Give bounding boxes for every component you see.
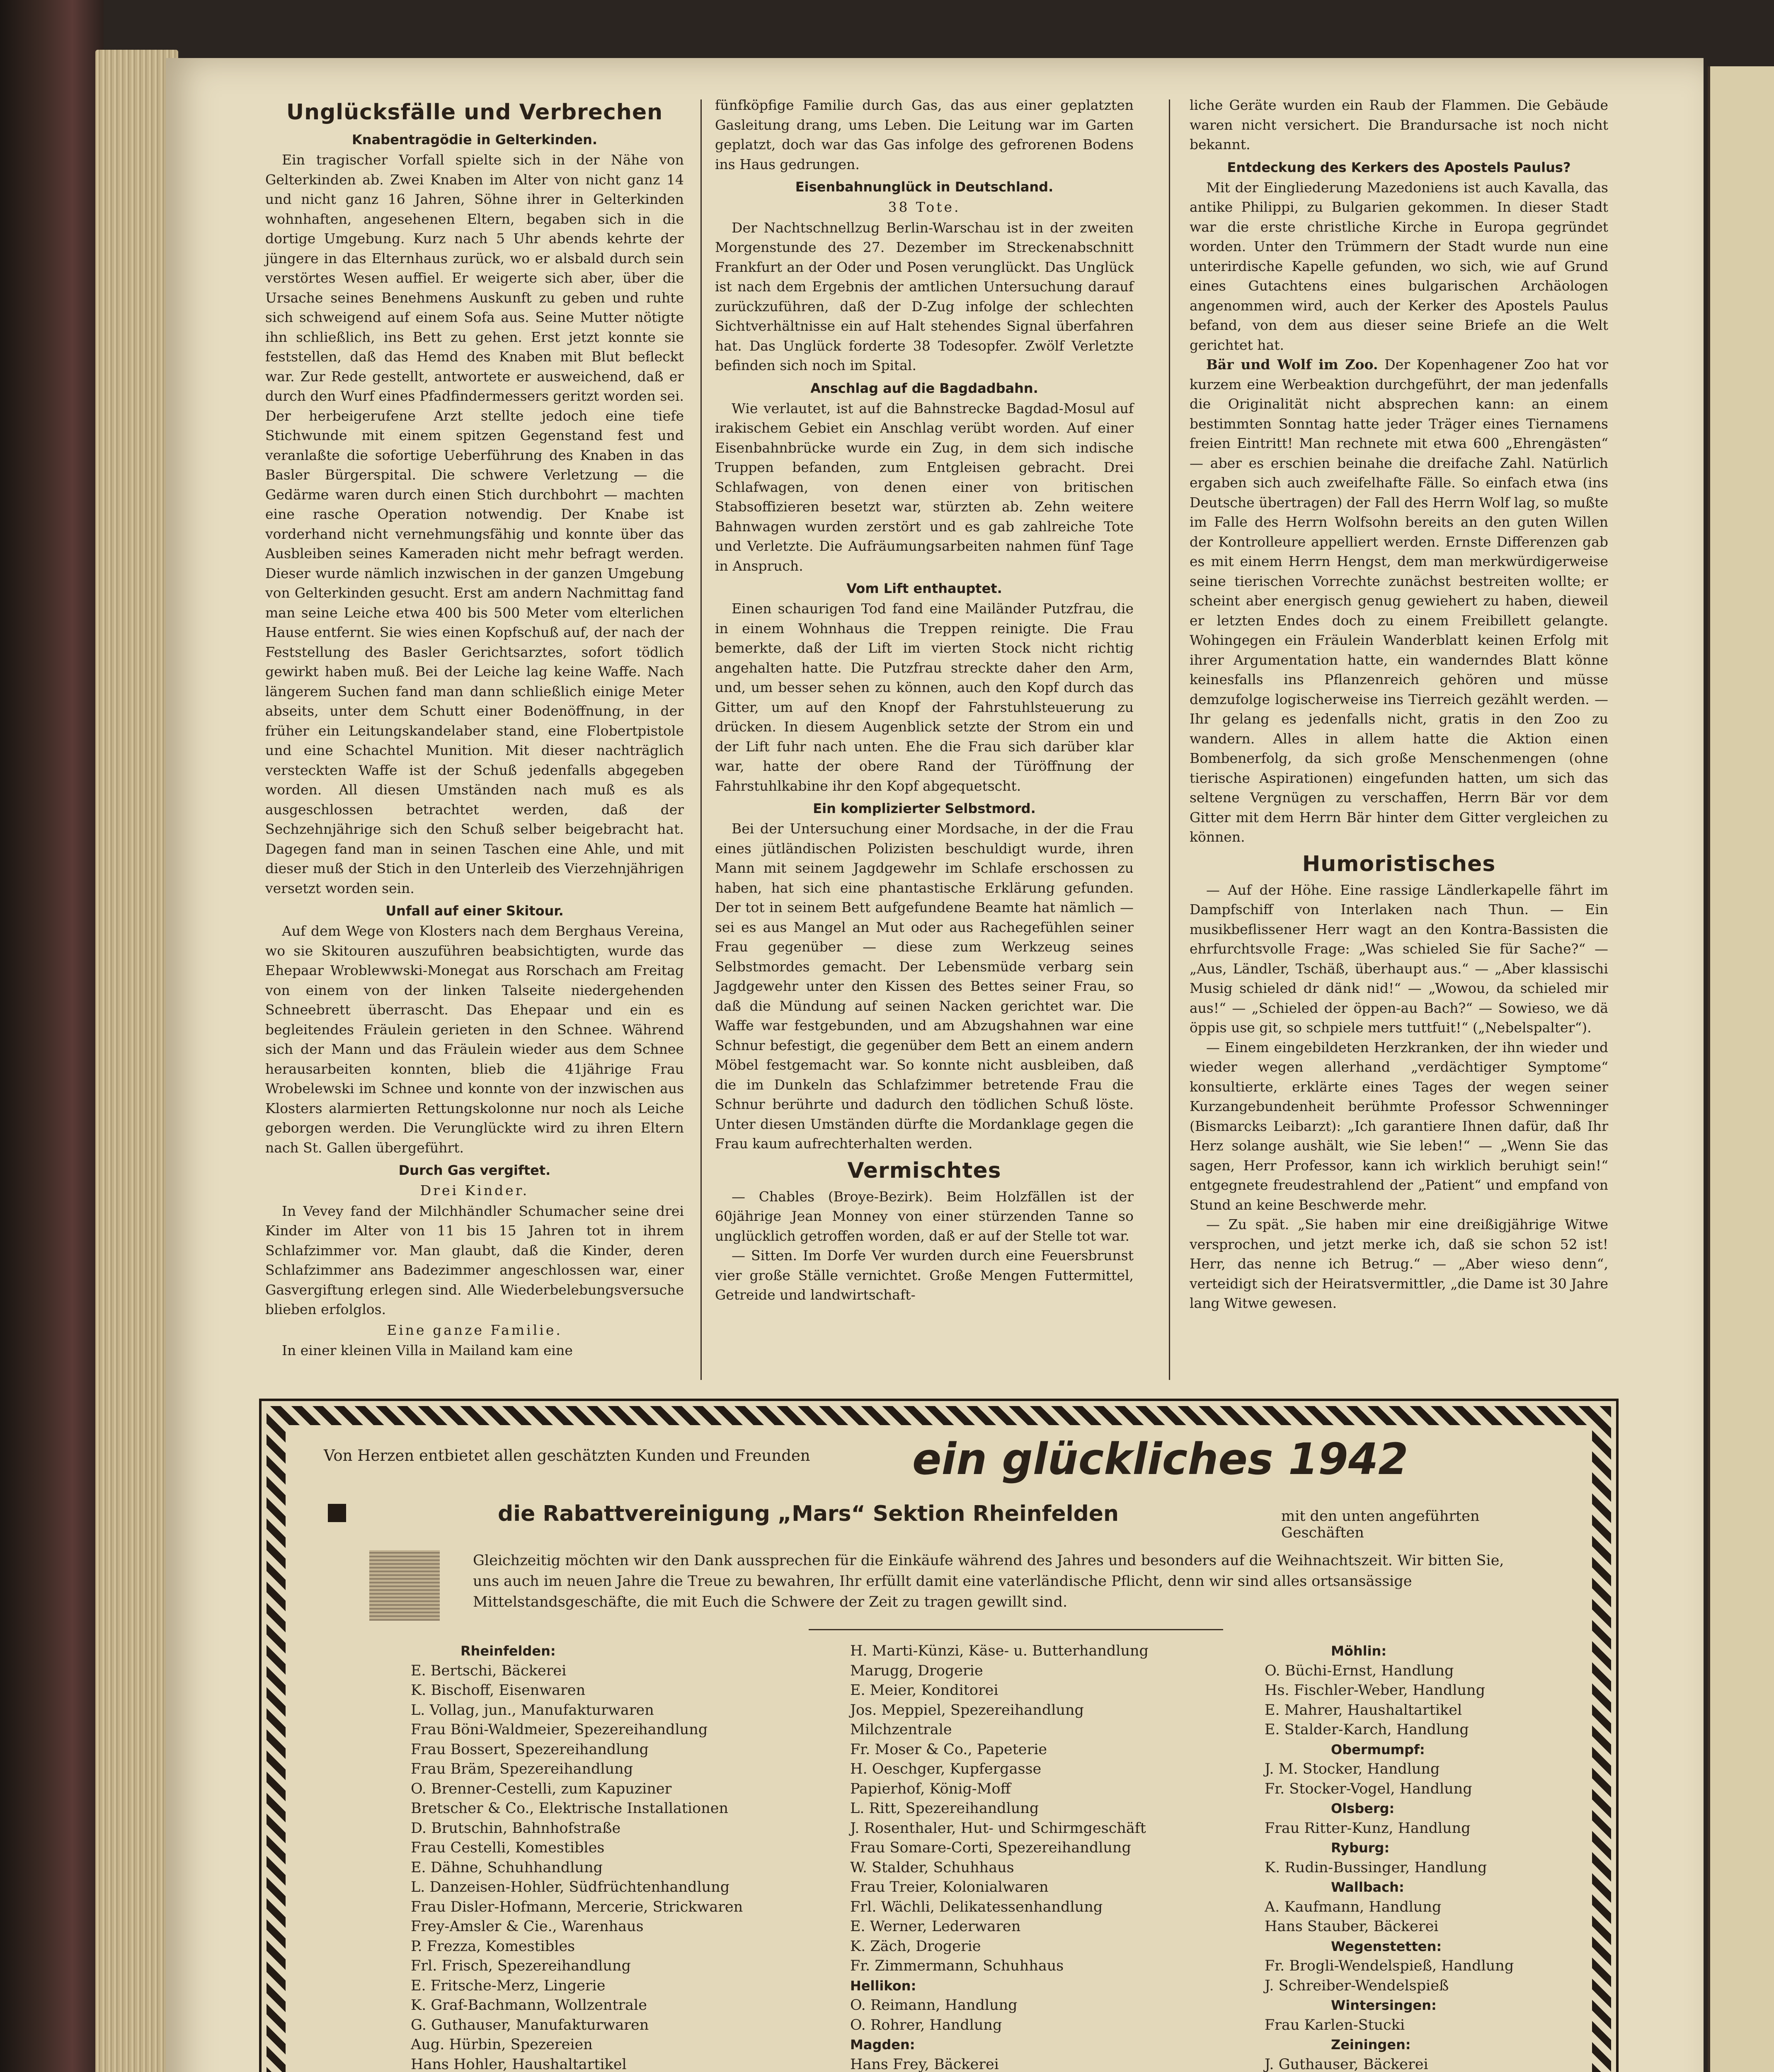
column-rule: [1169, 99, 1170, 1380]
shop-entry: K. Bischoff, Eisenwaren: [411, 1682, 586, 1699]
shop-entry: Frau Treier, Kolonialwaren: [850, 1879, 1049, 1895]
shop-entry: Frau Bossert, Spezereihandlung: [411, 1741, 649, 1758]
column-2: [715, 95, 1134, 1305]
shop-entry: W. Stalder, Schuhhaus: [850, 1859, 1014, 1876]
square-bullet-icon: [328, 1504, 346, 1522]
article-text: — Einem eingebildeten Herzkranken, der ihn wieder und wieder wegen allerhand „verdächtiger Symptome“ konsultierte, erklärte eines Tages der wegen seiner Kurzangebundenheit berühmte Professor Schwenninger (Bismarcks Leibarzt): „Ich garantiere Ihnen dafür, daß Ihr Herz solange aushält, wie Sie leben!“ — „Wenn Sie das sagen, Herr Professor, kann ich wirklich beruhigt sein!“ entgegnete freudestrahlend der „Patient“ und empfand von Stund an keine Beschwerde mehr.: [1190, 1039, 1608, 1213]
faded-logo-icon: [369, 1550, 440, 1621]
shop-entry: Frl. Wächli, Delikatessenhandlung: [850, 1898, 1103, 1915]
article-text: Auf dem Wege von Klosters nach dem Berghaus Vereina, wo sie Skitouren auszuführen beabsichtigten, wurde das Ehepaar Wroblewwski-Monegat aus Rorschach am Freitag von einem von der linken Talseite niedergehenden Schneebrett überrascht. Das Ehepaar und ein es begleitendes Fräulein gerieten in den Schnee. Während sich der Mann und das Fräulein wieder aus dem Schnee herausarbeiten konnten, blieb die 41jährige Frau Wrobelewski im Schnee und konnte von der inzwischen aus Klosters alarmierten Rettungskolonne nur noch als Leiche geborgen werden. Die Verunglückte wird zu ihren Eltern nach St. Gallen übergeführt.: [265, 923, 684, 1156]
ad-organization: die Rabattvereinigung „Mars“ Sektion Rheinfelden: [498, 1501, 1119, 1526]
shop-entry: Fr. Zimmermann, Schuhhaus: [850, 1958, 1064, 1974]
shop-entry: Frau Disler-Hofmann, Mercerie, Strickwaren: [411, 1898, 743, 1915]
shop-entry: L. Vollag, jun., Manufakturwaren: [411, 1702, 654, 1719]
headline: Knabentragödie in Gelterkinden.: [351, 132, 598, 148]
shop-entry: Frl. Frisch, Spezereihandlung: [411, 1958, 631, 1974]
shop-entry: H. Marti-Künzi, Käse- u. Butterhandlung: [850, 1643, 1149, 1659]
article-text: — Sitten. Im Dorfe Ver wurden durch eine Feuersbrunst vier große Ställe vernichtet. Große Mengen Futtermittel, Getreide und landwirtschaft-: [715, 1247, 1134, 1303]
headline: Vom Lift enthauptet.: [846, 581, 1002, 596]
article-text: In einer kleinen Villa in Mailand kam eine: [282, 1342, 573, 1358]
article-text: Der Nachtschnellzug Berlin-Warschau ist in der zweiten Morgenstunde des 27. Dezember im Streckenabschnitt Frankfurt an der Oder und Posen verunglückt. Das Unglück ist nach dem Ergebnis der amtlichen Untersuchung darauf zurückzuführen, daß der D-Zug infolge der schlechten Sichtverhältnisse ein auf Halt stehendes Signal überfahren hat. Das Unglück forderte 38 Todesopfer. Zwölf Verletzte befinden sich noch im Spital.: [715, 219, 1134, 373]
shop-entry: G. Guthauser, Manufakturwaren: [411, 2016, 649, 2033]
place-heading: Olsberg:: [1331, 1801, 1395, 1816]
headline: Eisenbahnunglück in Deutschland.: [795, 179, 1054, 195]
shop-entry: A. Kaufmann, Handlung: [1265, 1898, 1442, 1915]
place-heading: Wintersingen:: [1331, 1997, 1437, 2013]
shop-entry: O. Brenner-Cestelli, zum Kapuziner: [411, 1780, 672, 1797]
shop-list: [850, 1641, 1265, 2072]
advertisement: [259, 1399, 1619, 2072]
section-title: Unglücksfälle und Verbrechen: [286, 100, 663, 125]
article-text-body: Der Kopenhagener Zoo hat vor kurzem eine Werbeaktion durchgeführt, der man jedenfalls die Originalität nicht absprechen kann: an einem bestimmten Sonntag hatte jeder Träger eines Tiernamens freien Eintritt! Man rechnete mit etwa 600 „Ehrengästen“ — aber es erschien beinahe die dreifache Zahl. Natürlich ergaben sich auch zweifelhafte Fälle. So einfach etwa (ins Deutsche übertragen) der Fall des Herrn Wolf lag, so mußte im Falle des Herrn Wolfsohn bereits an den guten Willen der Kontrolleure appelliert werden. Ernste Differenzen gab es mit einem Herrn Hengst, dem man merkwürdigerweise seine tierischen Vorrechte zunächst bestreiten wollte; er scheint aber energisch genug gewiehert zu haben, dieweil er letzten Endes doch zu einem Freibillett gelangte. Wohingegen ein Fräulein Wanderblatt keinen Erfolg mit ihrer Argumentation hatte, ein wanderndes Blatt könne keinesfalls ins Pflanzenreich gehören und müsse demzufolge logischerweise ins Tierreich gezählt werden. — Ihr gelang es jedenfalls nicht, gratis in den Zoo zu wandern. Alles in allem hatte die Aktion einen Bombenerfolg, da sich große Menschenmengen (ohne tierische Aspirationen) eingefunden hatten, um sich das seltene Vergnügen zu verschaffen, Herrn Bär vor dem Gitter mit dem Herrn Bär hinter dem Gitter vergleichen zu können.: [1190, 356, 1609, 845]
shop-entry: H. Oeschger, Kupfergasse: [850, 1761, 1042, 1777]
place-heading: Obermumpf:: [1331, 1741, 1425, 1757]
shop-entry: J. Guthauser, Bäckerei: [1265, 2056, 1428, 2072]
shop-entry: Frau Cestelli, Komestibles: [411, 1840, 605, 1856]
place-heading: Ryburg:: [1331, 1840, 1390, 1856]
article-text: — Chables (Broye-Bezirk). Beim Holzfällen ist der 60jährige Jean Monney von einer stürzenden Tanne so unglücklich getroffen worden, daß er auf der Stelle tot war.: [715, 1188, 1134, 1244]
shop-entry: Aug. Hürbin, Spezereien: [411, 2036, 593, 2053]
shop-entry: Fr. Moser & Co., Papeterie: [850, 1741, 1047, 1758]
ad-greeting: Von Herzen entbietet allen geschätzten Kunden und Freunden: [324, 1447, 810, 1464]
shop-entry: Bretscher & Co., Elektrische Installationen: [411, 1800, 729, 1817]
shop-entry: P. Frezza, Komestibles: [411, 1938, 575, 1955]
shop-entry: Papierhof, König-Moff: [850, 1780, 1011, 1797]
shop-entry: D. Brutschin, Bahnhofstraße: [411, 1820, 621, 1837]
shop-entry: L. Danzeisen-Hohler, Südfrüchtenhandlung: [411, 1879, 730, 1895]
section-title: Humoristisches: [1302, 851, 1496, 876]
place-heading: Zeiningen:: [1331, 2037, 1411, 2053]
article-text: — Auf der Höhe. Eine rassige Ländlerkapelle fährt im Dampfschiff von Interlaken nach Thun. — Ein musikbeflissener Herr wagt an den Kontra-Bassisten die ehrfurchtsvolle Frage: „Was schieled Sie für Sache?“ — „Aus, Ländler, Tschäß, überhaupt aus.“ — „Aber klassischi Musig schieled dr dänk nid!“ — „Wowou, da schieled mir aus!“ — „Schieled der öppen-au Bach?“ — Sowieso, we dä öppis use git, so schpiele mers tuttfuit!“ („Nebelspalter“).: [1190, 881, 1608, 1036]
shop-entry: O. Reimann, Handlung: [850, 1997, 1018, 2014]
shop-entry: E. Stalder-Karch, Handlung: [1265, 1721, 1469, 1738]
headline: Unfall auf einer Skitour.: [385, 903, 564, 919]
shop-entry: O. Büchi-Ernst, Handlung: [1265, 1662, 1454, 1679]
article-text: fünfköpfige Familie durch Gas, das aus einer geplatzten Gasleitung drang, ums Leben. Die Leitung war im Garten geplatzt, doch war das Gas infolge des gefrorenen Bodens ins Haus gedrungen.: [715, 97, 1134, 172]
column-rule: [700, 99, 702, 1380]
place-heading: Rheinfelden:: [460, 1643, 556, 1659]
shop-entry: Hans Stauber, Bäckerei: [1265, 1918, 1439, 1935]
headline: Ein komplizierter Selbstmord.: [813, 801, 1036, 816]
article-text: In Vevey fand der Milchhändler Schumacher seine drei Kinder im Alter von 11 bis 15 Jahren tot in ihrem Schlafzimmer vor. Man glaubt, daß die Kinder, deren Schlafzimmer ans Badezimmer angeschlossen war, einer Gasvergiftung erlegen sind. Alle Wiederbelebungsversuche blieben erfolglos.: [265, 1203, 684, 1317]
shop-entry: E. Bertschi, Bäckerei: [411, 1662, 567, 1679]
shop-entry: E. Dähne, Schuhhandlung: [411, 1859, 603, 1876]
shop-entry: Frey-Amsler & Cie., Warenhaus: [411, 1918, 644, 1935]
headline: Entdeckung des Kerkers des Apostels Paulus?: [1227, 159, 1571, 175]
shop-entry: Frau Karlen-Stucki: [1265, 2016, 1405, 2033]
shop-entry: J. Schreiber-Wendelspieß: [1265, 1977, 1449, 1994]
shop-entry: E. Fritsche-Merz, Lingerie: [411, 1977, 606, 1994]
shop-entry: Milchzentrale: [850, 1721, 952, 1738]
article-text: Wie verlautet, ist auf die Bahnstrecke Bagdad-Mosul auf irakischem Gebiet ein Anschlag verübt worden. Auf einer Eisenbahnbrücke wurde ein Zug, in dem sich indische Truppen befanden, zum Entgleisen gebracht. Drei Schlafwagen, von denen einer von britischen Stabsoffizieren besetzt war, stürzten ab. Zehn weitere Bahnwagen wurden zerstört und es gab zahlreiche Tote und Verletzte. Die Aufräumungsarbeiten nahmen fünf Tage in Anspruch.: [715, 400, 1134, 574]
shop-entry: Frau Ritter-Kunz, Handlung: [1265, 1820, 1471, 1837]
shop-entry: Hans Frey, Bäckerei: [850, 2056, 999, 2072]
headline: Anschlag auf die Bagdadbahn.: [810, 380, 1038, 396]
shop-entry: Jos. Meppiel, Spezereihandlung: [850, 1702, 1084, 1719]
shop-entry: Frau Bräm, Spezereihandlung: [411, 1761, 633, 1777]
article-text: Bei der Untersuchung einer Mordsache, in der die Frau eines jütländischen Polizisten beschuldigt wurde, ihren Mann mit seinem Jagdgewehr im Schlafe erschossen zu haben, hat sich eine phantastische Erklärung gefunden. Der tot in seinem Bett aufgefundene Beamte hat nämlich — sei es aus Mangel an Mut oder aus Rachegefühlen seiner Frau gegenüber — diese zum Werkzeug seines Selbstmordes gemacht. Der Lebensmüde verbarg sein Jagdgewehr unter den Kissen des Bettes seiner Frau, so daß die Mündung auf seinen Nacken gerichtet war. Die Waffe war festgebunden, und am Abzugshahnen war eine Schnur befestigt, die gegenüber dem Bett an einem andern Möbel festgemacht war. So konnte nicht ausbleiben, daß die im Dunkeln das Schlafzimmer betretende Frau die Schnur berührte und dadurch den tödlichen Schuß löste. Unter diesen Umständen dürfte die Mordanklage gegen die Frau kaum aufrechterhalten werden.: [715, 821, 1134, 1152]
shop-entry: O. Rohrer, Handlung: [850, 2016, 1002, 2033]
headline: Durch Gas vergiftet.: [398, 1162, 551, 1178]
article-text: Mit der Eingliederung Mazedoniens ist auch Kavalla, das antike Philippi, zu Bulgarien gekommen. In dieser Stadt war die erste christliche Kirche in Europa gegründet worden. Unter den Trümmern der Stadt wurde nun eine unterirdische Kapelle gefunden, wo sich, wie auf Grund eines Gutachtens eines bulgarischen Archäologen angenommen wird, auch der Kerker des Apostels Paulus befand, von dem aus dieser seine Briefe an die Welt gerichtet hat.: [1190, 179, 1608, 353]
shop-entry: Fr. Brogli-Wendelspieß, Handlung: [1265, 1958, 1514, 1974]
shop-list: [1265, 1641, 1638, 2072]
adjacent-page-edge: [1708, 66, 1774, 2072]
shop-entry: J. M. Stocker, Handlung: [1265, 1761, 1440, 1777]
shop-entry: K. Rudin-Bussinger, Handlung: [1265, 1859, 1487, 1876]
shop-entry: E. Meier, Konditorei: [850, 1682, 998, 1699]
shop-entry: K. Zäch, Drogerie: [850, 1938, 981, 1955]
place-heading: Wegenstetten:: [1331, 1938, 1442, 1954]
subheadline: Eine ganze Familie.: [387, 1322, 562, 1338]
shop-entry: K. Graf-Bachmann, Wollzentrale: [411, 1997, 647, 2014]
shop-entry: Hs. Fischler-Weber, Handlung: [1265, 1682, 1485, 1699]
shop-entry: Hans Hohler, Haushaltartikel: [411, 2056, 627, 2072]
article-text: — Zu spät. „Sie haben mir eine dreißigjährige Witwe versprochen, und jetzt merke ich, daß sie schon 52 ist! Herr, das nenne ich Betrug.“ — „Aber wieso denn“, verteidigt sich der Heiratsvermittler, „die Dame ist 30 Jahre lang Witwe gewesen.: [1190, 1216, 1608, 1311]
column-3: [1190, 95, 1608, 1313]
shop-entry: Frau Böni-Waldmeier, Spezereihandlung: [411, 1721, 708, 1738]
lead-in: Bär und Wolf im Zoo.: [1206, 356, 1378, 373]
book-binding: [0, 0, 104, 2072]
shop-entry: J. Rosenthaler, Hut- und Schirmgeschäft: [850, 1820, 1146, 1837]
ad-divider: [809, 1629, 1223, 1630]
shop-entry: Marugg, Drogerie: [850, 1662, 983, 1679]
subheadline: Drei Kinder.: [420, 1182, 529, 1198]
shop-entry: E. Mahrer, Haushaltartikel: [1265, 1702, 1462, 1719]
ad-organization-suffix: mit den unten angeführten Geschäften: [1281, 1508, 1480, 1541]
shop-entry: Frau Somare-Corti, Spezereihandlung: [850, 1840, 1131, 1856]
article-text: [1190, 355, 1608, 847]
shop-list: [411, 1641, 825, 2072]
ad-body-text: Gleichzeitig möchten wir den Dank aussprechen für die Einkäufe während des Jahres und besonders auf die Weihnachtszeit. Wir bitten Sie, uns auch im neuen Jahre die Treue zu bewahren, Ihr erfüllt damit eine vaterländische Pflicht, denn wir sind alles ortsansässige Mittelstandsgeschäfte, die mit Euch die Schwere der Zeit zu tragen gewillt sind.: [473, 1552, 1504, 1610]
ad-content: [324, 1434, 1554, 2072]
ad-new-year-line: ein glückliches 1942: [912, 1434, 1408, 1484]
place-heading: Wallbach:: [1331, 1879, 1404, 1895]
column-1: [265, 95, 684, 1360]
article-text: Einen schaurigen Tod fand eine Mailänder Putzfrau, die in einem Wohnhaus die Treppen reinigte. Die Frau bemerkte, daß der Lift im vierten Stock nicht richtig angehalten hatte. Die Putzfrau streckte daher den Arm, und, um besser sehen zu können, auch den Kopf durch das Gitter, um auf den Knopf der Fahrstuhlsteuerung zu drücken. In diesem Augenblick setzte der Strom ein und der Lift fuhr nach unten. Ehe die Frau sich darüber klar war, hatte der obere Rand der Türöffnung der Fahrstuhlkabine ihr den Kopf abgequetscht.: [715, 600, 1134, 794]
shop-entry: E. Werner, Lederwaren: [850, 1918, 1021, 1935]
subheadline: 38 Tote.: [888, 199, 961, 215]
shop-entry: Fr. Stocker-Vogel, Handlung: [1265, 1780, 1472, 1797]
place-heading: Möhlin:: [1331, 1643, 1387, 1659]
section-title: Vermischtes: [847, 1158, 1001, 1183]
article-text: liche Geräte wurden ein Raub der Flammen. Die Gebäude waren nicht versichert. Die Brandursache ist noch nicht bekannt.: [1190, 97, 1608, 152]
article-text: Ein tragischer Vorfall spielte sich in der Nähe von Gelterkinden ab. Zwei Knaben im Alter von nicht ganz 14 und nicht ganz 16 Jahren, Söhne ihrer in Gelterkinden wohnhaften, angesehenen Eltern, begaben sich in die dortige Umgebung. Kurz nach 5 Uhr abends kehrte der jüngere in das Elternhaus zurück, wo er alsbald durch sein verstörtes Wesen auffiel. Er weigerte sich aber, über die Ursache seines Benehmens Auskunft zu geben und ruhte sich schweigend auf einem Sofa aus. Seine Mutter nötigte ihn schließlich, ins Bett zu gehen. Erst jetzt konnte sie feststellen, daß das Hemd des Knaben mit Blut befleckt war. Zur Rede gestellt, antwortete er ausweichend, daß er durch den Wurf eines Pfadfindermessers geritzt worden sei. Der herbeigerufene Arzt stellte jedoch eine tiefe Stichwunde mit einem spitzen Gegenstand fest und veranlaßte die sofortige Ueberführung des Knaben in das Basler Bürgerspital. Die schwere Verletzung — die Gedärme waren durch einen Stich durchbohrt — machten eine rasche Operation notwendig. Der Knabe ist vorderhand nicht vernehmungsfähig und konnte über das Ausbleiben seines Kameraden nicht mehr befragt werden. Dieser wurde nämlich inzwischen in der ganzen Umgebung von Gelterkinden gesucht. Erst am andern Nachmittag fand man seine Leiche etwa 400 bis 500 Meter vom elterlichen Hause entfernt. Sie wies einen Kopfschuß auf, der nach der Feststellung des Basler Gerichtsarztes, sofort tödlich gewirkt haben muß. Bei der Leiche lag keine Waffe. Nach längerem Suchen fand man dann schließlich einige Meter abseits, unter dem Schutt einer Bodenöffnung, in der früher ein Leitungskandelaber stand, eine Flobertpistole und eine Schachtel Munition. Mit dieser nachträglich versteckten Waffe ist der Schuß jedenfalls abgegeben worden. All diesen Umständen nach muß es als ausgeschlossen betrachtet werden, daß der Sechzehnjährige sich den Schuß selber beigebracht hat. Dagegen fand man in seinen Taschen eine Ahle, und mit dieser muß der Stich in den Unterleib des Vierzehnjährigen versetzt worden sein.: [265, 152, 684, 896]
place-heading: Magden:: [850, 2037, 915, 2053]
place-heading: Hellikon:: [850, 1978, 916, 1994]
shop-entry: L. Ritt, Spezereihandlung: [850, 1800, 1039, 1817]
